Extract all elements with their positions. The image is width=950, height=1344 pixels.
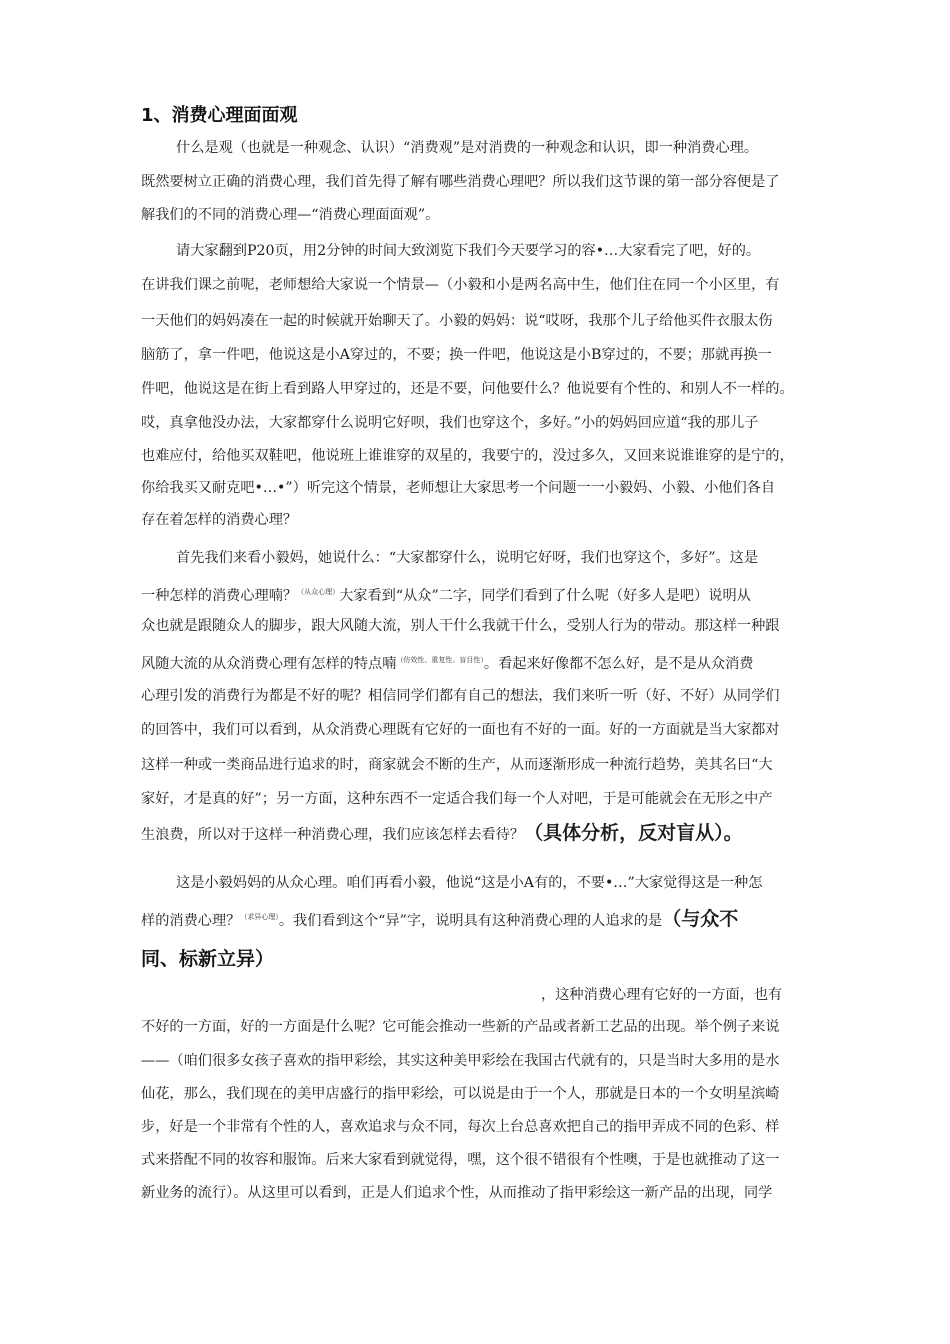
- para5-line3: ——（咱们很多女孩子喜欢的指甲彩绘，其实这种美甲彩绘在我国古代就有的，只是当时大多用的是水: [141, 1053, 780, 1069]
- para4-line2: [141, 907, 738, 931]
- answer-be-different-end: 同、标新立异）: [141, 948, 275, 970]
- para4-line2-rest: 。我们看到这个“异”字，说明具有这种消费心理的人追求的是: [278, 913, 663, 929]
- para4-line1: 这是小毅妈妈的从众心理。咱们再看小毅，他说“这是小A有的，不要•…”大家觉得这是一种怎: [176, 875, 763, 891]
- para2-line2-text: 在讲我们课之前呢，老师想给大家说一个情景—（小毅和小是两名高中生，他们住在同一个小区里，: [141, 277, 766, 293]
- para2-line3-text: 凑在一起的时候就开始聊天了。小毅的妈妈：说“哎呀，我那个儿子给他买件衣服太伤: [240, 313, 773, 329]
- para3-line2-rest: 大家看到“从众”二字，同学们看到了什么呢（好多人是吧）说明从: [339, 588, 751, 604]
- para1-line3: 解我们的不同的消费心理—“消费心理面面观”。: [141, 207, 440, 223]
- annotation-herd-traits: （仿效性、重复性、盲目性）: [396, 656, 484, 664]
- annotation-herd-mentality: （从众心理）: [297, 588, 340, 596]
- para5-line6: 式来搭配不同的妆容和服饰。后来大家看到就觉得，嘿，这个很不错很有个性噢，于是也就推动了这一: [141, 1152, 780, 1168]
- para2-line4: 脑筋了，拿一件吧，他说这是小A穿过的，不要；换一件吧，他说这是小B穿过的，不要；那就再换一: [141, 347, 772, 363]
- para5-line4: 仙花，那么，我们现在的美甲店盛行的指甲彩绘，可以说是由于一个人，那就是日本的一个女明星滨崎: [141, 1086, 780, 1102]
- para2-line6: 哎，真拿他没办法，大家都穿什么说明它好呗，我们也穿这个，多好。”小的妈妈回应道“我的那儿子: [141, 415, 759, 431]
- para3-line9-text: 生浪费，所以对于这样一种消费心理，我们应该怎样去看待？: [141, 827, 525, 843]
- para3-line9: [141, 823, 743, 845]
- para3-line2-text: 一种怎样的消费心理喃？: [141, 588, 298, 604]
- para2-line5: 件吧，他说这是在街上看到路人甲穿过的，还是不要，问他要什么？他说要有个性的、和别人不一样的。: [141, 381, 794, 397]
- para3-line7: 这样一种或一类商品进行追求的时，商家就会不断的生产，从而逐渐形成一种流行趋势，美其名曰“大: [141, 757, 773, 773]
- para1-line1: 什么是观（也就是一种观念、认识）“消费观”是对消费的一种观念和认识，即一种消费心理。: [176, 140, 759, 156]
- para3-line4-text: 风随大流的从众消费心理有怎样的特点喃: [141, 656, 397, 672]
- para2-line3-lead: 一天他们的妈妈: [141, 313, 241, 329]
- para2-line7: 也难应付，给他买双鞋吧，他说班上谁谁穿的双星的，我要宁的，没过多久，又回来说谁谁穿的是宁的，: [141, 448, 794, 464]
- para3-line4-rest: 。看起来好像都不怎么好，是不是从众消费: [483, 656, 754, 672]
- answer-be-different-start: （与众不: [662, 908, 739, 930]
- answer-analyze-specifically: （具体分析，反对盲从）。: [524, 822, 743, 844]
- para3-line6: 的回答中，我们可以看到，从众消费心理既有它好的一面也有不好的一面。好的一方面就是当大家都对: [141, 722, 780, 738]
- para2-line9: 存在着怎样的消费心理？: [141, 512, 298, 528]
- para3-line4: [141, 650, 753, 674]
- para2-line3: [141, 311, 773, 331]
- para2-line2-tail: 有: [765, 277, 780, 293]
- para3-line2: [141, 582, 751, 606]
- para1-line2: 既然要树立正确的消费心理，我们首先得了解有哪些消费心理吧？所以我们这节课的第一部分容便是了: [141, 174, 780, 190]
- para5-line1: ，这种消费心理有它好的一方面，也有: [541, 987, 783, 1003]
- para5-line2: 不好的一方面，好的一方面是什么呢？它可能会推动一些新的产品或者新工艺品的出现。举个例子来说: [141, 1019, 780, 1035]
- para2-line8: 你给我买又耐克吧•…•”）听完这个情景，老师想让大家思考一个问题一一小毅妈、小毅、小他们各自: [141, 480, 776, 496]
- para2-line2: [141, 275, 779, 295]
- para5-line5: 步，好是一个非常有个性的人，喜欢追求与众不同，每次上台总喜欢把自己的指甲弄成不同的色彩、样: [141, 1119, 780, 1135]
- para4-line2-text: 样的消费心理？: [141, 913, 241, 929]
- section-heading: 1、消费心理面面观: [141, 105, 298, 126]
- para3-line1: 首先我们来看小毅妈，她说什么：“大家都穿什么，说明它好呀，我们也穿这个，多好”。这是: [176, 550, 759, 566]
- para3-line8: 家好，才是真的好”；另一方面，这种东西不一定适合我们每一个人对吧，于是可能就会在无形之中产: [141, 791, 773, 807]
- annotation-uniqueness: （求异心理）: [240, 913, 279, 921]
- para5-line7: 新业务的流行）。从这里可以看到，正是人们追求个性，从而推动了指甲彩绘这一新产品的出现，同学: [141, 1185, 773, 1201]
- para3-line3: 众也就是跟随众人的脚步，跟大风随大流，别人干什么我就干什么，受别人行为的带动。那这样一种跟: [141, 618, 780, 634]
- para3-line5: 心理引发的消费行为都是不好的呢？相信同学们都有自己的想法，我们来听一听（好、不好）从同学们: [141, 688, 780, 704]
- para2-line1: 请大家翻到P20页，用2分钟的时间大致浏览下我们今天要学习的容•…大家看完了吧，好的。: [176, 243, 761, 259]
